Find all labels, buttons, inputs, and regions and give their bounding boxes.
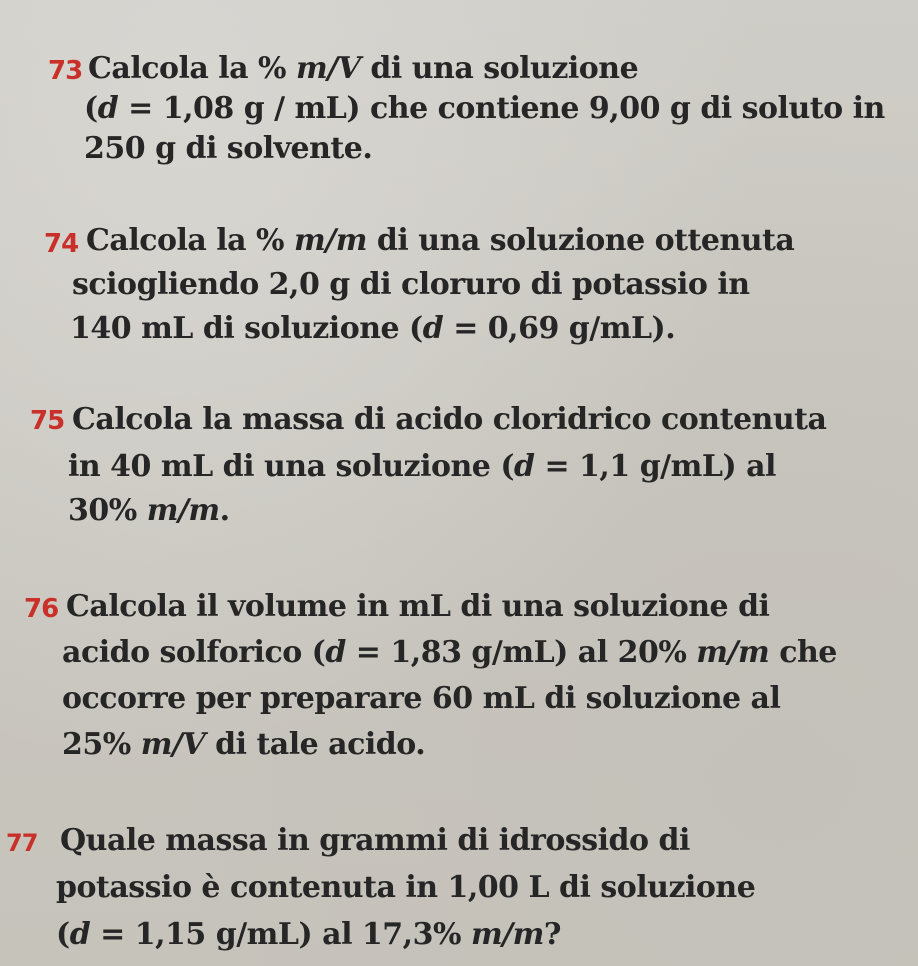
exercise-number: 77 bbox=[6, 829, 38, 857]
exercise-number: 73 bbox=[48, 56, 83, 86]
exercise-text-line: (d = 1,08 g / mL) che contiene 9,00 g di soluto in bbox=[84, 91, 885, 126]
exercise-text-line: 30% m/m. bbox=[68, 493, 230, 528]
exercise-text-line: Quale massa in grammi di idrossido di bbox=[60, 823, 690, 858]
exercise-text-line: acido solforico (d = 1,83 g/mL) al 20% m/m che bbox=[62, 635, 837, 670]
exercise-text-line: Calcola la % m/V di una soluzione bbox=[88, 51, 639, 86]
exercise-number: 76 bbox=[24, 594, 59, 624]
exercise-text-line: sciogliendo 2,0 g di cloruro di potassio in bbox=[72, 267, 750, 302]
exercise-text-line: 25% m/V di tale acido. bbox=[62, 727, 426, 762]
exercise-text-line: Calcola la massa di acido cloridrico contenuta bbox=[72, 402, 827, 437]
exercise-text-line: Calcola il volume in mL di una soluzione di bbox=[66, 589, 770, 624]
exercise-text-line: (d = 1,15 g/mL) al 17,3% m/m? bbox=[56, 917, 561, 952]
exercise-text-line: 140 mL di soluzione (d = 0,69 g/mL). bbox=[70, 311, 676, 346]
exercise-text-line: Calcola la % m/m di una soluzione ottenuta bbox=[86, 223, 795, 258]
exercise-text-line: in 40 mL di una soluzione (d = 1,1 g/mL) al bbox=[68, 449, 776, 484]
exercise-number: 74 bbox=[44, 229, 79, 259]
exercise-text-line: 250 g di solvente. bbox=[84, 131, 373, 166]
exercise-text-line: potassio è contenuta in 1,00 L di soluzione bbox=[56, 870, 756, 905]
exercise-number: 75 bbox=[30, 406, 65, 436]
exercise-text-line: occorre per preparare 60 mL di soluzione al bbox=[62, 681, 781, 716]
